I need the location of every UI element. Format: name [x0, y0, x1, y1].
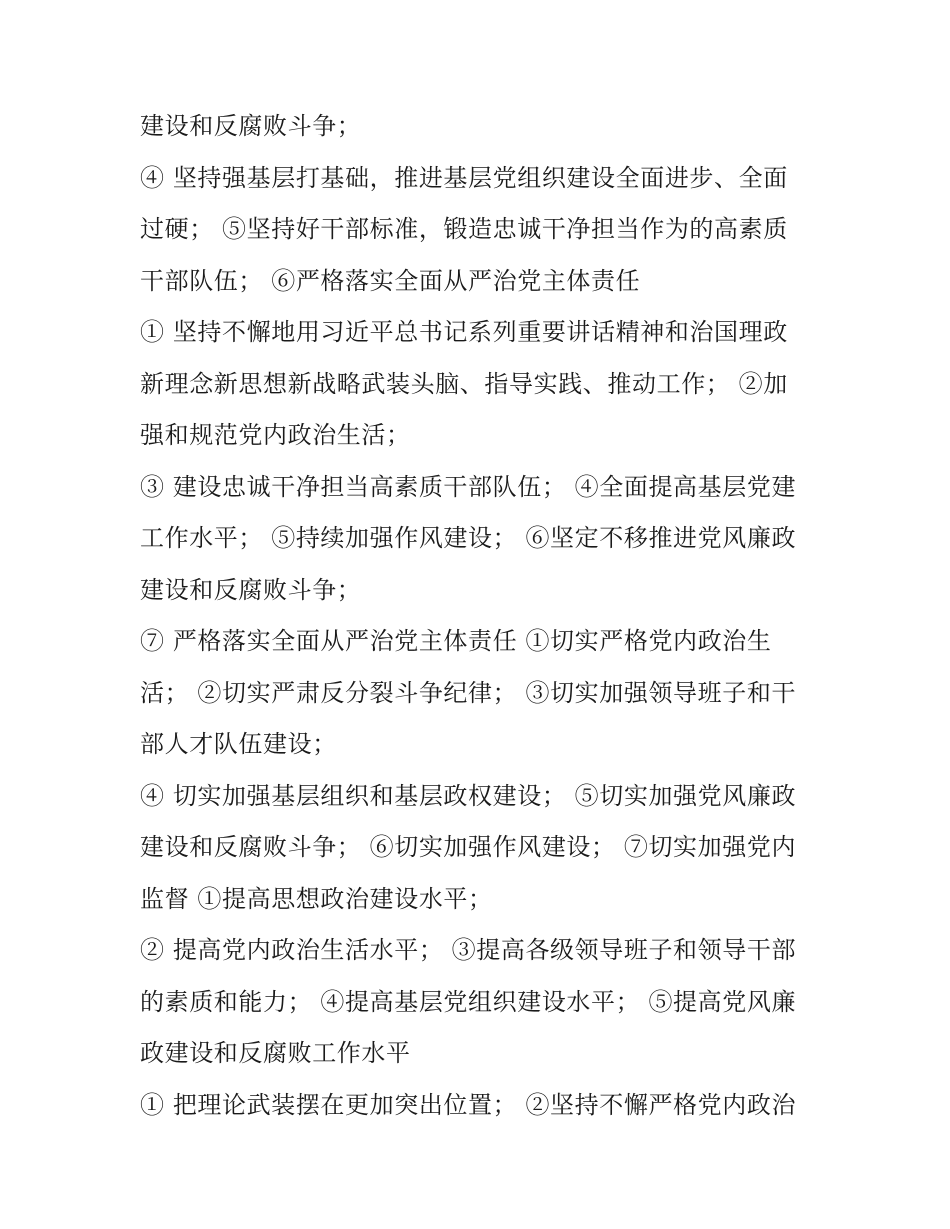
text-line: 强和规范党内政治生活；	[140, 421, 411, 449]
text-line: 建设和反腐败斗争； ⑥切实加强作风建设； ⑦切实加强党内	[140, 833, 797, 861]
text-line: 监督 ①提高思想政治建设水平；	[140, 885, 493, 913]
text-line: 新理念新思想新战略武装头脑、指导实践、推动工作； ②加	[140, 370, 788, 398]
text-line: ② 提高党内政治生活水平； ③提高各级领导班子和领导干部	[140, 936, 797, 964]
text-line: ① 坚持不懈地用习近平总书记系列重要讲话精神和治国理政	[140, 318, 788, 346]
text-line: ③ 建设忠诚干净担当高素质干部队伍； ④全面提高基层党建	[140, 473, 797, 501]
text-line: 工作水平； ⑤持续加强作风建设； ⑥坚定不移推进党风廉政	[140, 524, 797, 552]
text-line: 部人才队伍建设；	[140, 730, 337, 758]
text-line: ④ 坚持强基层打基础，推进基层党组织建设全面进步、全面	[140, 164, 788, 192]
text-line: 干部队伍； ⑥严格落实全面从严治党主体责任	[140, 267, 641, 295]
text-line: ④ 切实加强基层组织和基层政权建设； ⑤切实加强党风廉政	[140, 782, 797, 810]
text-line: 活； ②切实严肃反分裂斗争纪律； ③切实加强领导班子和干	[140, 679, 797, 707]
text-line: 建设和反腐败斗争；	[140, 112, 362, 140]
text-line: 的素质和能力； ④提高基层党组织建设水平； ⑤提高党风廉	[140, 988, 797, 1016]
text-line: 过硬； ⑤坚持好干部标准，锻造忠诚干净担当作为的高素质	[140, 215, 788, 243]
text-line: 政建设和反腐败工作水平	[140, 1039, 411, 1067]
text-line: ① 把理论武装摆在更加突出位置； ②坚持不懈严格党内政治	[140, 1091, 797, 1119]
text-line: ⑦ 严格落实全面从严治党主体责任 ①切实严格党内政治生	[140, 627, 772, 655]
text-line: 建设和反腐败斗争；	[140, 576, 362, 604]
